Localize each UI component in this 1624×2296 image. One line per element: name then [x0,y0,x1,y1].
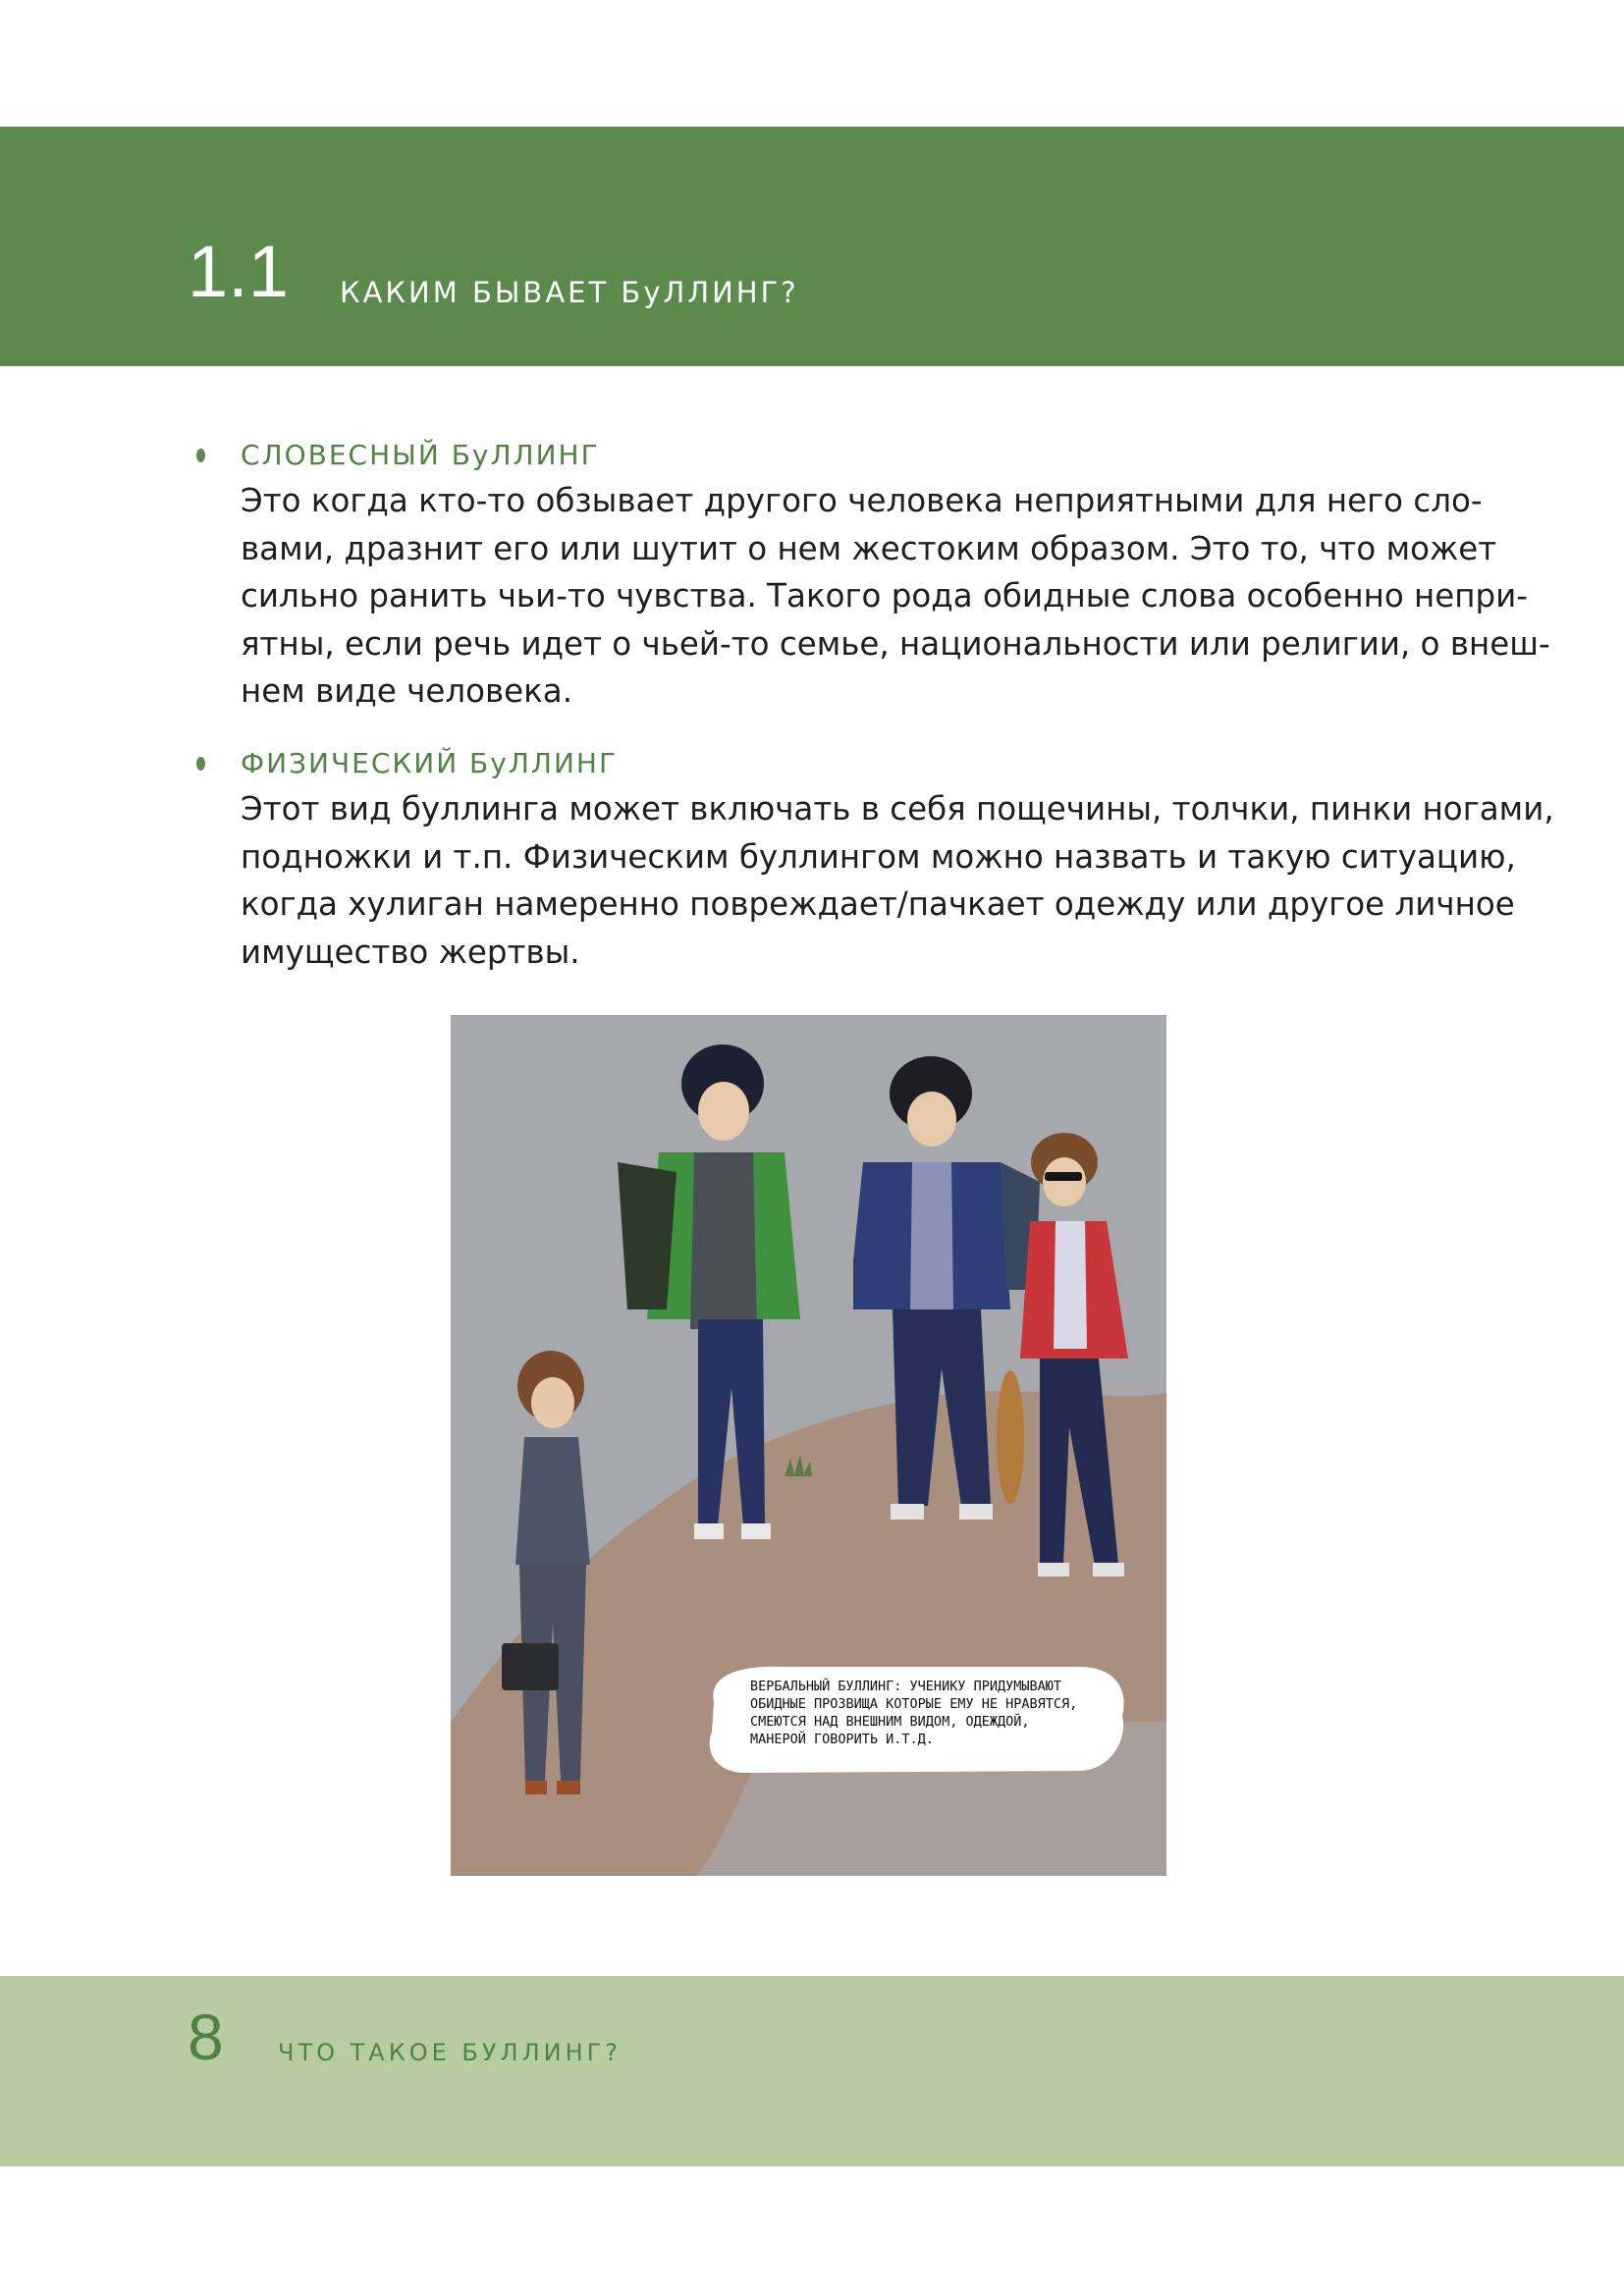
caption-line: ОБИДНЫЕ ПРОЗВИЩА КОТОРЫЕ ЕМУ НЕ НРАВЯТСЯ, [750,1696,1078,1712]
caption-line: ВЕРБАЛЬНЫЙ БУЛЛИНГ: УЧЕНИКУ ПРИДУМЫВАЮТ [750,1679,1061,1694]
bullying-illustration [451,1015,1166,1876]
text-line: вами, дразнит его или шутит о нем жестоким образом. Это то, что может [241,529,1497,567]
bullet-icon [196,757,205,771]
bullet-icon [196,449,205,462]
text-line: имущество жертвы. [241,933,580,971]
speech-bubble [710,1667,1124,1773]
text-line: когда хулиган намеренно повреждает/пачкает одежду или другое личное [241,885,1515,923]
item-text-verbal [241,477,1550,716]
item-title-verbal: СЛОВЕСНЫЙ БуЛЛИНГ [241,439,600,471]
text-line: Это когда кто-то обзывает другого человека неприятными для него сло- [241,482,1483,519]
text-line: Этот вид буллинга может включать в себя пощечины, толчки, пинки ногами, [241,790,1554,828]
text-line: сильно ранить чьи-то чувства. Такого рода обидные слова особенно непри- [241,577,1529,614]
caption-line: МАНЕРОЙ ГОВОРИТЬ И.Т.Д. [750,1732,934,1747]
text-line: ятны, если речь идет о чьей-то семье, национальности или религии, о внеш- [241,624,1550,663]
item-title-physical: ФИЗИЧЕСКИЙ БуЛЛИНГ [241,747,619,779]
sunglasses-icon [1045,1172,1082,1181]
caption-line: СМЕЮТСЯ НАД ВНЕШНИМ ВИДОМ, ОДЕЖДОЙ, [750,1714,1030,1730]
footer-band [0,1976,1624,2166]
text-line: подножки и т.п. Физическим буллингом можно назвать и такую ситуацию, [241,837,1516,876]
section-title: КАКИМ БЫВАЕТ БуЛЛИНГ? [340,276,799,309]
item-text-physical [241,785,1554,976]
text-line: нем виде человека. [241,672,573,710]
section-number: 1.1 [188,231,289,312]
skateboard-icon [997,1370,1024,1504]
page-number: 8 [188,2001,224,2073]
running-footer-title: ЧТО ТАКОЕ БУЛЛИНГ? [278,2039,622,2066]
